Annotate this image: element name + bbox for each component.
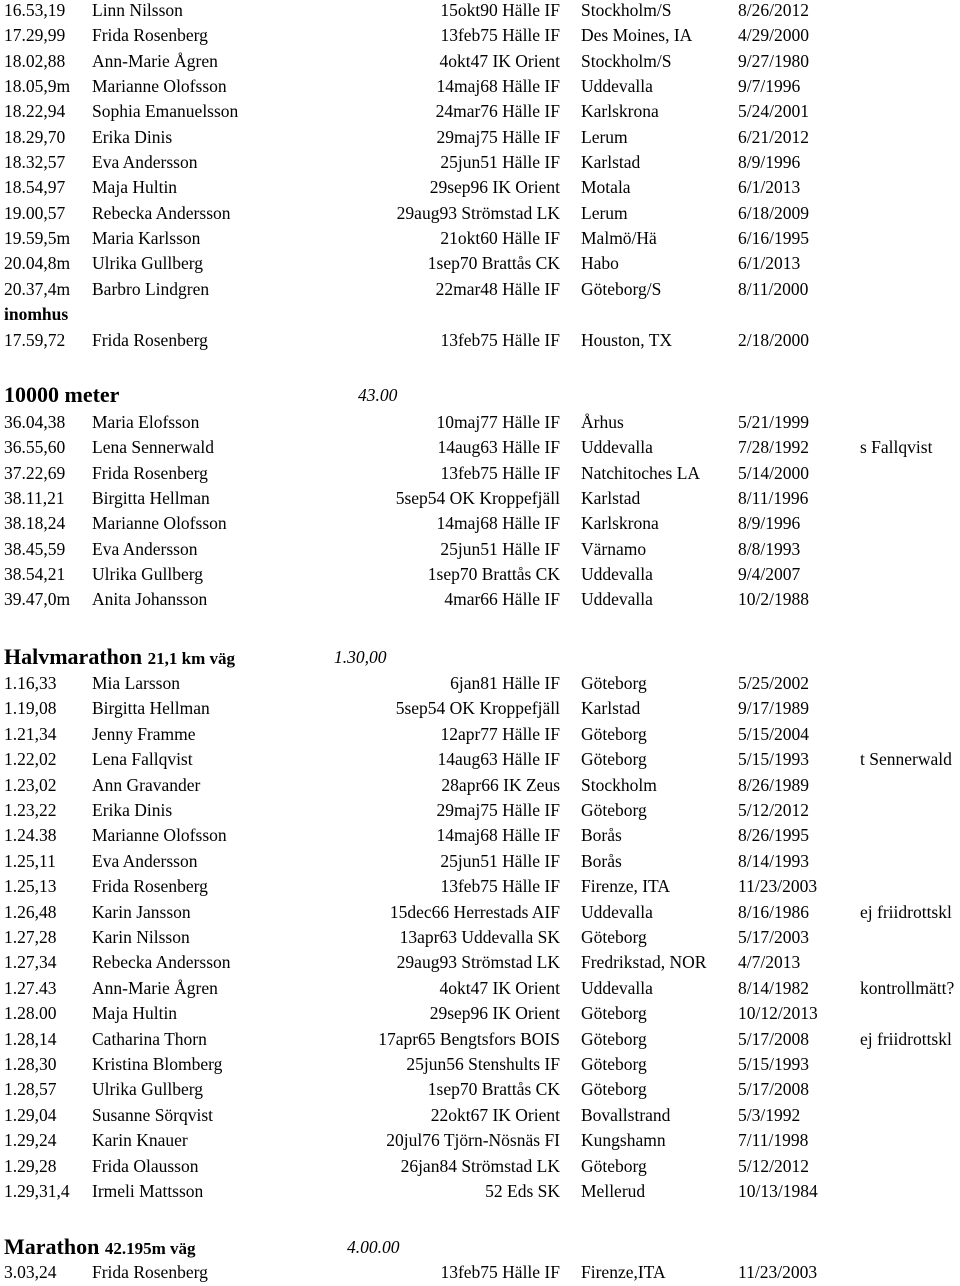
reference-time: 4.00.00 — [347, 1237, 400, 1257]
athlete-name: Frida Olausson — [92, 1156, 199, 1176]
athlete-name: Barbro Lindgren — [92, 279, 210, 299]
result-time: 1.16,33 — [4, 673, 57, 693]
note: ej friidrottskl — [860, 1029, 952, 1049]
athlete-name: Mia Larsson — [92, 673, 180, 693]
birthdate-club: 13feb75 Hälle IF — [440, 330, 560, 350]
result-row — [0, 976, 960, 1001]
result-row — [0, 950, 960, 975]
section-title — [4, 380, 119, 410]
result-time: 37.22,69 — [4, 463, 66, 483]
result-row — [0, 99, 960, 124]
result-time: 38.11,21 — [4, 488, 65, 508]
result-row — [0, 773, 960, 798]
athlete-name: Eva Andersson — [92, 539, 198, 559]
venue: Firenze,ITA — [581, 1262, 666, 1282]
venue: Karlskrona — [581, 513, 659, 533]
venue: Fredrikstad, NOR — [581, 952, 707, 972]
reference-time: 43.00 — [358, 385, 398, 405]
result-date: 5/17/2003 — [738, 927, 809, 947]
birthdate-club: 29aug93 Strömstad LK — [396, 203, 560, 223]
result-time: 38.18,24 — [4, 513, 66, 533]
venue: Göteborg — [581, 1029, 647, 1049]
result-row — [0, 1103, 960, 1128]
result-date: 10/13/1984 — [738, 1181, 818, 1201]
venue: Göteborg/S — [581, 279, 662, 299]
venue: Lerum — [581, 203, 628, 223]
result-row — [0, 1179, 960, 1204]
venue: Des Moines, IA — [581, 25, 693, 45]
result-date: 11/23/2003 — [738, 1262, 818, 1282]
venue: Göteborg — [581, 673, 647, 693]
athlete-name: Maria Elofsson — [92, 412, 200, 432]
result-row — [0, 201, 960, 226]
athlete-name: Ulrika Gullberg — [92, 564, 203, 584]
result-time: 20.37,4m — [4, 279, 71, 299]
athlete-name: Maja Hultin — [92, 1003, 178, 1023]
birthdate-club: 22mar48 Hälle IF — [435, 279, 560, 299]
athlete-name: Susanne Sörqvist — [92, 1105, 214, 1125]
athlete-name: Sophia Emanuelsson — [92, 101, 239, 121]
birthdate-club: 13apr63 Uddevalla SK — [399, 927, 560, 947]
result-time: 1.29,04 — [4, 1105, 57, 1125]
result-row — [0, 671, 960, 696]
result-date: 5/21/1999 — [738, 412, 809, 432]
venue: Uddevalla — [581, 76, 653, 96]
birthdate-club: 1sep70 Brattås CK — [427, 253, 560, 273]
birthdate-club: 20jul76 Tjörn-Nösnäs FI — [386, 1130, 560, 1150]
result-date: 8/26/1995 — [738, 825, 809, 845]
result-time: 1.19,08 — [4, 698, 57, 718]
athlete-name: Marianne Olofsson — [92, 76, 227, 96]
result-time: 1.23,02 — [4, 775, 57, 795]
note: s Fallqvist — [860, 437, 933, 457]
athlete-name: Karin Nilsson — [92, 927, 190, 947]
birthdate-club: 4okt47 IK Orient — [439, 978, 560, 998]
athlete-name: Eva Andersson — [92, 851, 198, 871]
result-row — [0, 925, 960, 950]
result-time: 36.04,38 — [4, 412, 66, 432]
result-row — [0, 23, 960, 48]
result-row — [0, 537, 960, 562]
venue: Uddevalla — [581, 564, 653, 584]
result-row — [0, 696, 960, 721]
birthdate-club: 12apr77 Hälle IF — [440, 724, 560, 744]
result-row — [0, 0, 960, 23]
result-row — [0, 511, 960, 536]
result-time: 1.23,22 — [4, 800, 57, 820]
result-time: 18.29,70 — [4, 127, 66, 147]
result-date: 6/1/2013 — [738, 253, 801, 273]
result-row — [0, 328, 960, 353]
result-date: 10/12/2013 — [738, 1003, 818, 1023]
venue: Värnamo — [581, 539, 647, 559]
result-row — [0, 1154, 960, 1179]
birthdate-club: 13feb75 Hälle IF — [440, 1262, 560, 1282]
result-date: 5/15/2004 — [738, 724, 809, 744]
result-date: 8/14/1993 — [738, 851, 809, 871]
athlete-name: Frida Rosenberg — [92, 25, 208, 45]
athlete-name: Lena Sennerwald — [92, 437, 214, 457]
result-row — [0, 49, 960, 74]
venue: Karlskrona — [581, 101, 659, 121]
section-marathon-heading — [0, 1232, 960, 1262]
athlete-name: Maria Karlsson — [92, 228, 201, 248]
result-date: 9/4/2007 — [738, 564, 801, 584]
section-title-text: Marathon — [4, 1234, 100, 1259]
section-title — [4, 642, 235, 674]
athlete-name: Marianne Olofsson — [92, 825, 227, 845]
birthdate-club: 14aug63 Hälle IF — [437, 749, 560, 769]
athlete-name: Jenny Framme — [92, 724, 196, 744]
result-row — [0, 226, 960, 251]
venue: Göteborg — [581, 1003, 647, 1023]
birthdate-club: 25jun51 Hälle IF — [440, 539, 560, 559]
venue: Borås — [581, 825, 622, 845]
venue: Stockholm/S — [581, 51, 672, 71]
venue: Natchitoches LA — [581, 463, 701, 483]
athlete-name: Frida Rosenberg — [92, 1262, 208, 1282]
note: kontrollmätt? — [860, 978, 955, 998]
result-time: 1.28.00 — [4, 1003, 57, 1023]
athlete-name: Frida Rosenberg — [92, 876, 208, 896]
birthdate-club: 17apr65 Bengtsfors BOIS — [378, 1029, 560, 1049]
section-subtitle: 21,1 km väg — [147, 649, 235, 668]
result-date: 8/14/1982 — [738, 978, 809, 998]
result-row — [0, 150, 960, 175]
result-time: 1.26,48 — [4, 902, 57, 922]
result-row — [0, 587, 960, 612]
birthdate-club: 10maj77 Hälle IF — [436, 412, 560, 432]
result-row — [0, 461, 960, 486]
result-date: 6/18/2009 — [738, 203, 809, 223]
athlete-name: Lena Fallqvist — [92, 749, 193, 769]
result-time: 1.21,34 — [4, 724, 57, 744]
birthdate-club: 14maj68 Hälle IF — [436, 76, 560, 96]
birthdate-club: 5sep54 OK Kroppefjäll — [395, 698, 560, 718]
result-date: 8/11/1996 — [738, 488, 809, 508]
birthdate-club: 28apr66 IK Zeus — [441, 775, 560, 795]
athlete-name: Ann-Marie Ågren — [92, 978, 218, 998]
athlete-name: Ann Gravander — [92, 775, 201, 795]
birthdate-club: 13feb75 Hälle IF — [440, 463, 560, 483]
birthdate-club: 29maj75 Hälle IF — [436, 127, 560, 147]
birthdate-club: 1sep70 Brattås CK — [427, 1079, 560, 1099]
result-time: 17.29,99 — [4, 25, 66, 45]
result-time: 18.05,9m — [4, 76, 71, 96]
venue: Karlstad — [581, 698, 641, 718]
result-time: 1.27,34 — [4, 952, 57, 972]
result-time: 1.28,14 — [4, 1029, 57, 1049]
athlete-name: Irmeli Mattsson — [92, 1181, 204, 1201]
result-date: 5/25/2002 — [738, 673, 809, 693]
result-time: 16.53,19 — [4, 0, 66, 20]
result-time: 19.59,5m — [4, 228, 71, 248]
birthdate-club: 25jun56 Stenshults IF — [406, 1054, 560, 1074]
venue: Göteborg — [581, 724, 647, 744]
venue: Bovallstrand — [581, 1105, 671, 1125]
venue: Houston, TX — [581, 330, 673, 350]
result-time: 1.29,24 — [4, 1130, 57, 1150]
note: ej friidrottskl — [860, 902, 952, 922]
result-row — [0, 410, 960, 435]
result-time: 1.28,30 — [4, 1054, 57, 1074]
venue: Uddevalla — [581, 589, 653, 609]
result-row — [0, 125, 960, 150]
result-time: 39.47,0m — [4, 589, 71, 609]
athlete-name: Birgitta Hellman — [92, 488, 210, 508]
venue: Karlstad — [581, 152, 641, 172]
venue: Firenze, ITA — [581, 876, 670, 896]
venue: Göteborg — [581, 749, 647, 769]
result-time: 18.22,94 — [4, 101, 66, 121]
athlete-name: Marianne Olofsson — [92, 513, 227, 533]
birthdate-club: 29sep96 IK Orient — [429, 1003, 560, 1023]
indoor-label: inomhus — [4, 304, 69, 324]
birthdate-club: 4mar66 Hälle IF — [444, 589, 560, 609]
result-time: 1.27.43 — [4, 978, 57, 998]
result-date: 6/16/1995 — [738, 228, 809, 248]
athlete-name: Rebecka Andersson — [92, 203, 231, 223]
result-time: 20.04,8m — [4, 253, 71, 273]
result-time: 1.24.38 — [4, 825, 57, 845]
birthdate-club: 13feb75 Hälle IF — [440, 25, 560, 45]
result-time: 1.25,13 — [4, 876, 57, 896]
birthdate-club: 14aug63 Hälle IF — [437, 437, 560, 457]
result-date: 8/26/1989 — [738, 775, 809, 795]
venue: Habo — [581, 253, 619, 273]
result-date: 8/11/2000 — [738, 279, 809, 299]
result-row — [0, 277, 960, 302]
venue: Göteborg — [581, 1156, 647, 1176]
birthdate-club: 14maj68 Hälle IF — [436, 825, 560, 845]
result-row — [0, 849, 960, 874]
result-time: 19.00,57 — [4, 203, 66, 223]
result-row — [0, 1001, 960, 1026]
result-date: 8/9/1996 — [738, 152, 801, 172]
venue: Borås — [581, 851, 622, 871]
result-date: 8/16/1986 — [738, 902, 809, 922]
birthdate-club: 4okt47 IK Orient — [439, 51, 560, 71]
venue: Århus — [581, 412, 624, 432]
result-row — [0, 562, 960, 587]
result-row — [0, 722, 960, 747]
result-date: 9/17/1989 — [738, 698, 809, 718]
note: t Sennerwald — [860, 749, 952, 769]
result-date: 2/18/2000 — [738, 330, 809, 350]
result-date: 5/15/1993 — [738, 749, 809, 769]
result-time: 1.22,02 — [4, 749, 57, 769]
section-subtitle: 42.195m väg — [104, 1239, 196, 1258]
result-time: 38.45,59 — [4, 539, 66, 559]
venue: Motala — [581, 177, 631, 197]
birthdate-club: 29maj75 Hälle IF — [436, 800, 560, 820]
birthdate-club: 25jun51 Hälle IF — [440, 152, 560, 172]
athlete-name: Eva Andersson — [92, 152, 198, 172]
birthdate-club: 14maj68 Hälle IF — [436, 513, 560, 533]
result-date: 4/29/2000 — [738, 25, 809, 45]
venue: Malmö/Hä — [581, 228, 657, 248]
result-row — [0, 1077, 960, 1102]
result-date: 5/17/2008 — [738, 1029, 809, 1049]
result-row — [0, 823, 960, 848]
athlete-name: Rebecka Andersson — [92, 952, 231, 972]
result-time: 18.02,88 — [4, 51, 66, 71]
venue: Kungshamn — [581, 1130, 666, 1150]
result-time: 1.27,28 — [4, 927, 57, 947]
section-10000-heading — [0, 380, 960, 410]
birthdate-club: 15dec66 Herrestads AIF — [389, 902, 560, 922]
athlete-name: Frida Rosenberg — [92, 463, 208, 483]
result-date: 11/23/2003 — [738, 876, 818, 896]
result-row — [0, 435, 960, 460]
result-row — [0, 874, 960, 899]
athlete-name: Anita Johansson — [92, 589, 208, 609]
reference-time: 1.30,00 — [334, 647, 387, 667]
result-date: 10/2/1988 — [738, 589, 809, 609]
result-row — [0, 798, 960, 823]
athlete-name: Catharina Thorn — [92, 1029, 207, 1049]
result-time: 1.28,57 — [4, 1079, 57, 1099]
athlete-name: Maja Hultin — [92, 177, 178, 197]
result-row — [0, 900, 960, 925]
result-date: 5/14/2000 — [738, 463, 809, 483]
athlete-name: Ulrika Gullberg — [92, 1079, 203, 1099]
venue: Stockholm/S — [581, 0, 672, 20]
birthdate-club: 52 Eds SK — [485, 1181, 560, 1201]
birthdate-club: 25jun51 Hälle IF — [440, 851, 560, 871]
result-date: 7/11/1998 — [738, 1130, 809, 1150]
result-row — [0, 1027, 960, 1052]
athlete-name: Kristina Blomberg — [92, 1054, 223, 1074]
venue: Uddevalla — [581, 978, 653, 998]
section-title-text: Halvmarathon — [4, 644, 143, 669]
result-date: 8/9/1996 — [738, 513, 801, 533]
athlete-name: Birgitta Hellman — [92, 698, 210, 718]
result-row — [0, 1052, 960, 1077]
result-date: 8/8/1993 — [738, 539, 801, 559]
venue: Uddevalla — [581, 902, 653, 922]
birthdate-club: 22okt67 IK Orient — [430, 1105, 560, 1125]
venue: Göteborg — [581, 927, 647, 947]
athlete-name: Karin Knauer — [92, 1130, 188, 1150]
venue: Uddevalla — [581, 437, 653, 457]
athlete-name: Erika Dinis — [92, 127, 173, 147]
athlete-name: Ulrika Gullberg — [92, 253, 203, 273]
result-row — [0, 1260, 960, 1285]
result-row — [0, 747, 960, 772]
result-date: 4/7/2013 — [738, 952, 801, 972]
section-title-text: 10000 meter — [4, 382, 120, 407]
result-time: 36.55,60 — [4, 437, 66, 457]
birthdate-club: 6jan81 Hälle IF — [450, 673, 560, 693]
venue: Göteborg — [581, 1079, 647, 1099]
birthdate-club: 24mar76 Hälle IF — [435, 101, 560, 121]
result-time: 17.59,72 — [4, 330, 66, 350]
result-time: 1.29,28 — [4, 1156, 57, 1176]
birthdate-club: 29sep96 IK Orient — [429, 177, 560, 197]
result-time: 1.25,11 — [4, 851, 56, 871]
birthdate-club: 15okt90 Hälle IF — [440, 0, 560, 20]
result-date: 5/15/1993 — [738, 1054, 809, 1074]
result-time: 18.54,97 — [4, 177, 66, 197]
venue: Göteborg — [581, 1054, 647, 1074]
athlete-name: Ann-Marie Ågren — [92, 51, 218, 71]
result-date: 5/12/2012 — [738, 800, 809, 820]
result-date: 5/3/1992 — [738, 1105, 801, 1125]
athlete-name: Frida Rosenberg — [92, 330, 208, 350]
result-date: 8/26/2012 — [738, 0, 809, 20]
athlete-name: Karin Jansson — [92, 902, 191, 922]
birthdate-club: 1sep70 Brattås CK — [427, 564, 560, 584]
birthdate-club: 21okt60 Hälle IF — [440, 228, 560, 248]
result-date: 6/21/2012 — [738, 127, 809, 147]
birthdate-club: 13feb75 Hälle IF — [440, 876, 560, 896]
result-time: 1.29,31,4 — [4, 1181, 70, 1201]
venue: Göteborg — [581, 800, 647, 820]
birthdate-club: 29aug93 Strömstad LK — [396, 952, 560, 972]
result-row — [0, 486, 960, 511]
result-time: 38.54,21 — [4, 564, 66, 584]
result-date: 7/28/1992 — [738, 437, 809, 457]
athlete-name: Linn Nilsson — [92, 0, 183, 20]
result-date: 5/12/2012 — [738, 1156, 809, 1176]
result-time: 3.03,24 — [4, 1262, 57, 1282]
birthdate-club: 26jan84 Strömstad LK — [400, 1156, 560, 1176]
result-date: 6/1/2013 — [738, 177, 801, 197]
result-date: 9/27/1980 — [738, 51, 809, 71]
result-row — [0, 175, 960, 200]
result-date: 5/17/2008 — [738, 1079, 809, 1099]
result-time: 18.32,57 — [4, 152, 66, 172]
birthdate-club: 5sep54 OK Kroppefjäll — [395, 488, 560, 508]
result-row — [0, 74, 960, 99]
result-row — [0, 251, 960, 276]
athlete-name: Erika Dinis — [92, 800, 173, 820]
venue: Stockholm — [581, 775, 657, 795]
result-row — [0, 1128, 960, 1153]
venue: Mellerud — [581, 1181, 646, 1201]
result-date: 5/24/2001 — [738, 101, 809, 121]
section-half-marathon-heading — [0, 642, 960, 672]
venue: Lerum — [581, 127, 628, 147]
venue: Karlstad — [581, 488, 641, 508]
result-date: 9/7/1996 — [738, 76, 801, 96]
